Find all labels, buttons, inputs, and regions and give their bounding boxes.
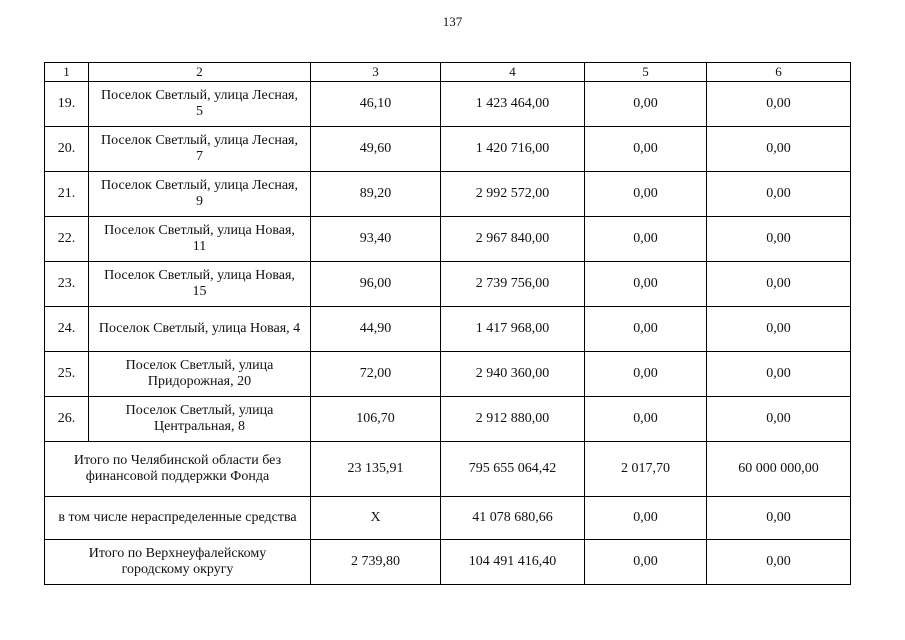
reserve-label: в том числе нераспределенные средства (45, 497, 311, 540)
value-cell: 0,00 (585, 127, 707, 172)
value-cell: 0,00 (707, 540, 851, 585)
value-cell: 60 000 000,00 (707, 442, 851, 497)
value-cell: 2 739 756,00 (441, 262, 585, 307)
value-cell: 23 135,91 (311, 442, 441, 497)
cell-text-line: финансовой поддержки Фонда (85, 469, 270, 484)
column-number-header: 5 (585, 63, 707, 82)
value-cell: 72,00 (311, 352, 441, 397)
column-number-header: 1 (45, 63, 89, 82)
value-cell: 0,00 (585, 540, 707, 585)
address-cell (89, 82, 311, 127)
row-number-cell: 24. (45, 307, 89, 352)
row-number-cell: 25. (45, 352, 89, 397)
value-cell: 0,00 (707, 82, 851, 127)
address-cell (89, 127, 311, 172)
value-cell: 44,90 (311, 307, 441, 352)
value-cell: 0,00 (707, 127, 851, 172)
cell-text-line: 11 (192, 239, 207, 254)
value-cell: 96,00 (311, 262, 441, 307)
cell-text-line: Итого по Верхнеуфалейскому (88, 546, 267, 561)
value-cell: 104 491 416,40 (441, 540, 585, 585)
table-row (45, 82, 851, 127)
table-row (45, 172, 851, 217)
column-number-header: 4 (441, 63, 585, 82)
column-number-header: 3 (311, 63, 441, 82)
table-row (45, 217, 851, 262)
row-number-cell: 22. (45, 217, 89, 262)
cell-text-line: Поселок Светлый, улица Новая, (104, 223, 295, 238)
value-cell: 1 420 716,00 (441, 127, 585, 172)
cell-text-line: 15 (192, 284, 207, 299)
value-cell: 0,00 (707, 307, 851, 352)
value-cell: 0,00 (585, 397, 707, 442)
value-cell: X (311, 497, 441, 540)
column-number-row (45, 63, 851, 82)
value-cell: 0,00 (585, 352, 707, 397)
row-number-cell: 19. (45, 82, 89, 127)
cell-text-line: Поселок Светлый, улица (125, 403, 274, 418)
total-region-row (45, 442, 851, 497)
value-cell: 2 017,70 (585, 442, 707, 497)
value-cell: 2 940 360,00 (441, 352, 585, 397)
value-cell: 0,00 (707, 217, 851, 262)
cell-text-line: Итого по Челябинской области без (73, 453, 282, 468)
table-row (45, 397, 851, 442)
value-cell: 2 992 572,00 (441, 172, 585, 217)
value-cell: 795 655 064,42 (441, 442, 585, 497)
value-cell: 2 912 880,00 (441, 397, 585, 442)
value-cell: 2 739,80 (311, 540, 441, 585)
cell-text-line: 7 (196, 149, 203, 164)
column-number-header: 6 (707, 63, 851, 82)
row-number-cell: 20. (45, 127, 89, 172)
address-cell (89, 172, 311, 217)
row-number-cell: 26. (45, 397, 89, 442)
total-region-label (45, 442, 311, 497)
table-row (45, 352, 851, 397)
value-cell: 1 417 968,00 (441, 307, 585, 352)
value-cell: 106,70 (311, 397, 441, 442)
cell-text-line: Поселок Светлый, улица Лесная, (101, 133, 298, 148)
value-cell: 0,00 (585, 497, 707, 540)
address-cell (89, 352, 311, 397)
cell-text-line: Поселок Светлый, улица Лесная, (101, 88, 298, 103)
value-cell: 0,00 (707, 262, 851, 307)
cell-text-line: Поселок Светлый, улица Новая, (104, 268, 295, 283)
cell-text-line: 5 (196, 104, 203, 119)
value-cell: 0,00 (707, 397, 851, 442)
reserve-row (45, 497, 851, 540)
table-row (45, 307, 851, 352)
cell-text-line: Поселок Светлый, улица (125, 358, 274, 373)
address-cell (89, 217, 311, 262)
value-cell: 2 967 840,00 (441, 217, 585, 262)
value-cell: 0,00 (585, 307, 707, 352)
housing-fund-table (44, 62, 851, 585)
value-cell: 49,60 (311, 127, 441, 172)
value-cell: 89,20 (311, 172, 441, 217)
page-number: 137 (442, 14, 463, 29)
value-cell: 46,10 (311, 82, 441, 127)
cell-text-line: Поселок Светлый, улица Лесная, (101, 178, 298, 193)
address-cell (89, 262, 311, 307)
row-number-cell: 21. (45, 172, 89, 217)
cell-text-line: Поселок Светлый, улица Новая, 4 (98, 321, 301, 336)
value-cell: 0,00 (707, 172, 851, 217)
value-cell: 41 078 680,66 (441, 497, 585, 540)
address-cell (89, 307, 311, 352)
table-row (45, 127, 851, 172)
table-row (45, 262, 851, 307)
value-cell: 0,00 (585, 262, 707, 307)
row-number-cell: 23. (45, 262, 89, 307)
value-cell: 0,00 (585, 82, 707, 127)
column-number-header: 2 (89, 63, 311, 82)
value-cell: 0,00 (585, 217, 707, 262)
value-cell: 0,00 (707, 497, 851, 540)
address-cell (89, 397, 311, 442)
value-cell: 0,00 (585, 172, 707, 217)
value-cell: 93,40 (311, 217, 441, 262)
total-municipal-row (45, 540, 851, 585)
cell-text-line: Придорожная, 20 (147, 374, 252, 389)
cell-text-line: Центральная, 8 (154, 419, 245, 434)
cell-text-line: городскому округу (121, 562, 234, 577)
total-municipal-label (45, 540, 311, 585)
value-cell: 1 423 464,00 (441, 82, 585, 127)
value-cell: 0,00 (707, 352, 851, 397)
cell-text-line: 9 (196, 194, 203, 209)
